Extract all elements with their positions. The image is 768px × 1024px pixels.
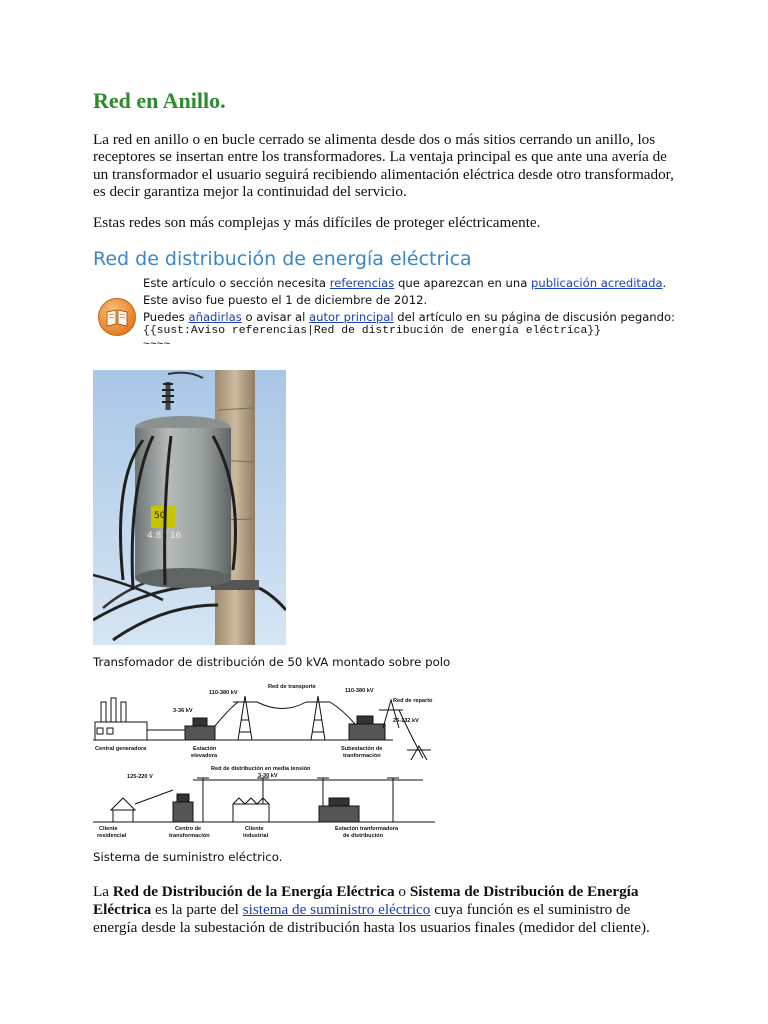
transformer-photo xyxy=(93,370,286,645)
notice-signature: ~~~~ xyxy=(143,339,171,351)
label-red-reparto: Red de reparto xyxy=(393,698,433,704)
label-cliente-industrial-2: industrial xyxy=(243,833,269,839)
label-3-30-kv: 3-30 kV xyxy=(258,773,278,779)
label-3-36-kv: 3-36 kV xyxy=(173,708,193,714)
notice-line-2: Este aviso fue puesto el 1 de diciembre de 2012. xyxy=(143,293,428,307)
paragraph-redes-complejas: Estas redes son más complejas y más difíciles de proteger eléctricamente. xyxy=(93,214,541,231)
label-de-distribucion: de distribución xyxy=(343,833,384,839)
figure-caption-transformer: Transfomador de distribución de 50 kVA montado sobre polo xyxy=(93,655,451,669)
label-red-media-tension: Red de distribución en media tensión xyxy=(211,766,311,772)
label-tranformacion: tranformación xyxy=(343,753,381,759)
label-transformacion: transformación xyxy=(169,833,210,839)
label-subestacion: Subestación de xyxy=(341,746,383,752)
section-title-red-distribucion: Red de distribución de energía eléctrica xyxy=(93,248,472,270)
label-central-generadora: Central generadora xyxy=(95,746,147,752)
label-cliente-residencial-2: residencial xyxy=(97,833,127,839)
paragraph-red-distribucion: La Red de Distribución de la Energía Eléctrica o Sistema de Distribución de Energía Eléctrica es la parte del sistema de suministro eléctrico cuya función es el suministro de energía desde la subestación de distribución hasta los usuarios finales (medidor del cliente). xyxy=(93,883,650,936)
autor-principal-link[interactable]: autor principal xyxy=(309,310,394,324)
notice-line-3: Puedes añadirlas o avisar al autor principal del artículo en su página de discusión pegando: xyxy=(143,310,676,324)
label-estacion-transformadora: Estación tranformadora xyxy=(335,826,399,832)
label-estacion-1: Estación xyxy=(193,746,217,752)
transformer-label-bottom: 4.8 / 16 xyxy=(147,531,182,541)
label-125-220-v: 125-220 V xyxy=(127,774,153,780)
paragraph-red-anillo: La red en anillo o en bucle cerrado se alimenta desde dos o más sitios cerrando un anillo, los receptores se insertan entre los transformadores. La ventaja principal es que ante una avería de un transformador el usuario seguirá recibiendo alimentación eléctrica desde otro transformador, es decir garantiza mejor la continuidad del servicio. xyxy=(93,131,674,201)
power-supply-diagram xyxy=(93,680,435,840)
label-25-132-kv: 25-132 kV xyxy=(393,718,419,724)
label-elevadora: elevadora xyxy=(191,753,218,759)
notice-line-1: Este artículo o sección necesita referencias que aparezcan en una publicación acreditada. xyxy=(143,276,667,290)
referencias-link[interactable]: referencias xyxy=(329,276,395,290)
figure-caption-sistema: Sistema de suministro eléctrico. xyxy=(93,850,283,864)
notice-template-code: {{sust:Aviso referencias|Red de distribución de energía eléctrica}} xyxy=(143,325,601,337)
label-red-transporte: Red de transporte xyxy=(268,684,316,690)
references-notice xyxy=(143,275,703,354)
transformer-label-top: 50 xyxy=(154,511,166,521)
anadirlas-link[interactable]: añadirlas xyxy=(188,310,242,324)
sistema-suministro-link[interactable]: sistema de suministro eléctrico xyxy=(242,901,431,918)
label-centro-de: Centro de xyxy=(175,826,202,832)
book-warning-icon xyxy=(97,297,137,337)
label-110-380-right: 110-380 kV xyxy=(345,688,374,694)
label-110-380-left: 110-380 kV xyxy=(209,690,238,696)
publicacion-acreditada-link[interactable]: publicación acreditada xyxy=(531,276,663,290)
label-cliente-industrial-1: Cliente xyxy=(245,826,264,832)
label-cliente-residencial-1: Cliente xyxy=(99,826,118,832)
section-title-red-en-anillo: Red en Anillo. xyxy=(93,88,226,113)
